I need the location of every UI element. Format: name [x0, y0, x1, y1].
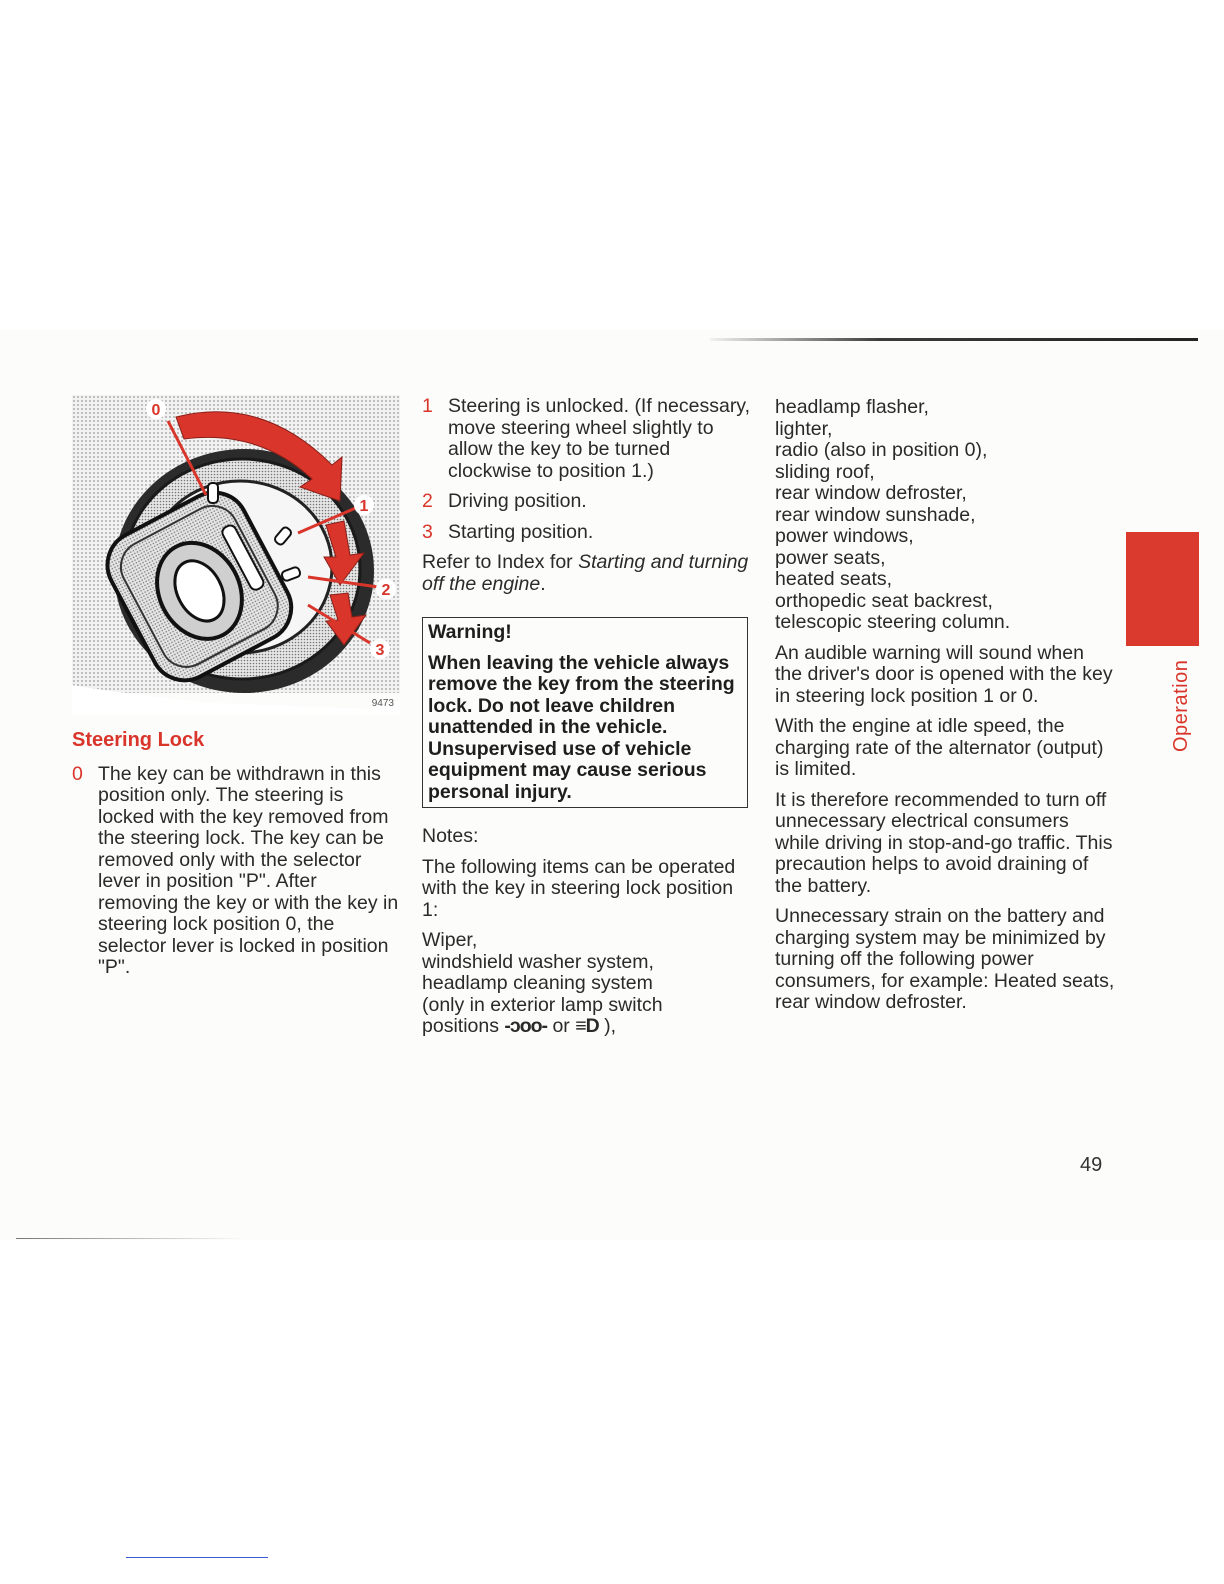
lock-position-3 [422, 522, 752, 544]
paragraph: An audible warning will sound when the driver's door is opened with the key in steering lock position 1 or 0. [775, 641, 1113, 707]
refer-link-text: Starting and turning off the engine [422, 551, 749, 595]
section-tab-label: Operation [1170, 659, 1192, 752]
list-item: telescopic steering column. [775, 611, 1011, 633]
page-number: 49 [1080, 1154, 1103, 1176]
warning-text: When leaving the vehicle always remove the key from the steering lock. Do not leave children unattended in the vehicle. Unsupervised use of vehicle equipment may cause serious personal injury. [428, 651, 735, 803]
headlamp-icon: ≡D [575, 1015, 599, 1037]
figure-label-1: 1 [359, 498, 369, 515]
equipment-list [775, 397, 1115, 634]
position-number: 1 [422, 395, 433, 417]
list-item: heated seats, [775, 568, 893, 590]
warning-box [422, 617, 748, 808]
footer-underline [126, 1557, 268, 1558]
notes-label: Notes: [422, 825, 479, 847]
list-item: power seats, [775, 546, 886, 569]
list-item: headlamp flasher, [775, 396, 929, 418]
wiper-list [422, 930, 752, 1038]
list-item: power windows, [775, 525, 914, 547]
list-item: orthopedic seat backrest, [775, 589, 993, 612]
refer-prefix: Refer to Index for [422, 551, 579, 573]
wiper-line: Wiper, [422, 929, 478, 951]
wiper-line: (only in exterior lamp switch [422, 993, 663, 1016]
list-item: sliding roof, [775, 460, 875, 483]
list-item: rear window sunshade, [775, 503, 976, 526]
position-number: 3 [422, 520, 433, 543]
figure-label-0: 0 [151, 402, 161, 419]
position-text: The key can be withdrawn in this position only. The steering is locked with the key removed from the steering lock. The key can be removed only with the selector lever in position "P". After removing the key or with the key in steering lock position 0, the selector lever is locked in position "P". [98, 762, 399, 978]
position-text: Steering is unlocked. (If necessary, move steering wheel slightly to allow the key to be turned clockwise to position 1.) [448, 395, 751, 482]
warning-title: Warning! [428, 621, 512, 643]
refer-to-index [422, 552, 752, 595]
position-number: 0 [72, 762, 83, 785]
wiper-line: windshield washer system, [422, 950, 654, 973]
paragraph: It is therefore recommended to turn off unnecessary electrical consumers while driving in stop-and-go traffic. This precaution helps to avoid draining of the battery. [775, 788, 1113, 897]
steering-lock-illustration [72, 395, 400, 715]
lock-position-0 [72, 764, 402, 979]
figure-number: 9473 [371, 698, 394, 709]
position-text: Starting position. [448, 520, 594, 543]
wiper-line: headlamp cleaning system [422, 972, 653, 994]
figure-label-2: 2 [381, 582, 391, 599]
list-item: lighter, [775, 417, 833, 440]
bottom-rule [16, 1238, 246, 1239]
position-number: 2 [422, 490, 433, 512]
symbol-or: or [547, 1015, 576, 1037]
lock-position-2 [422, 491, 752, 513]
lock-position-1 [422, 396, 752, 482]
position-text: Driving position. [448, 490, 587, 512]
positions-suffix: ), [598, 1015, 617, 1037]
list-item: rear window defroster, [775, 482, 967, 504]
section-heading: Steering Lock [72, 729, 205, 751]
column-2 [422, 396, 752, 1038]
parking-lamp-icon: -ɔoo- [504, 1015, 548, 1037]
notes-intro: The following items can be operated with the key in steering lock position 1: [422, 855, 736, 921]
list-item: radio (also in position 0), [775, 439, 988, 461]
positions-prefix: positions [422, 1015, 505, 1037]
paragraph: Unnecessary strain on the battery and charging system may be minimized by turning off the following power consumers, for example: Heated seats, rear window defroster. [775, 905, 1115, 1013]
lamp-positions-line [422, 1016, 752, 1038]
paragraph: With the engine at idle speed, the charging rate of the alternator (output) is limited. [775, 715, 1104, 780]
figure-label-3: 3 [375, 642, 385, 659]
refer-suffix: . [540, 572, 546, 595]
top-rule [710, 338, 1198, 341]
section-tab-marker [1126, 532, 1199, 646]
column-3 [775, 397, 1115, 1023]
column-1 [72, 730, 402, 988]
